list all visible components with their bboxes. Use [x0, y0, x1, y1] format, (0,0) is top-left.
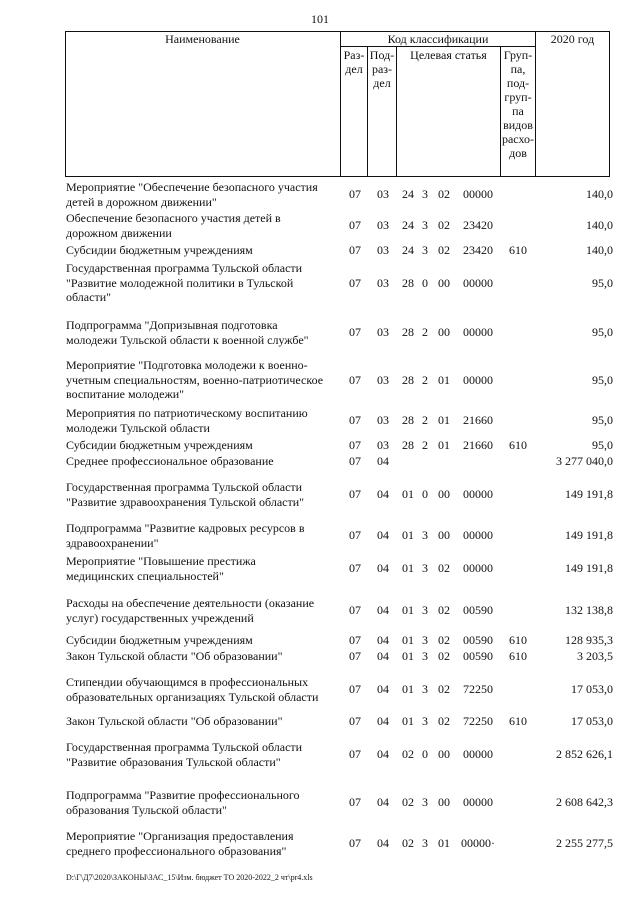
target-event-cell: 02 — [438, 561, 450, 575]
target-event-cell: 00 — [438, 747, 450, 761]
amount-cell: 149 191,8 — [565, 487, 613, 501]
target-program-cell: 24 — [402, 218, 414, 232]
row-name-line: Подпрограмма "Развитие кадровых ресурсов в — [66, 521, 305, 535]
row-name — [66, 261, 346, 305]
group-cell: 610 — [509, 714, 527, 728]
podrazdel-cell: 04 — [377, 795, 389, 809]
row-name-line: Обеспечение безопасного участия детей в — [66, 211, 281, 225]
target-event-cell: 02 — [438, 603, 450, 617]
target-direction-cell: 00000 — [463, 747, 493, 761]
podrazdel-cell: 04 — [377, 561, 389, 575]
razdel-cell: 07 — [349, 603, 361, 617]
target-direction-cell: 00000 — [463, 795, 493, 809]
row-name-line: Закон Тульской области "Об образовании" — [66, 714, 283, 728]
row-name — [66, 438, 346, 453]
razdel-cell: 07 — [349, 276, 361, 290]
razdel-cell: 07 — [349, 528, 361, 542]
target-subprogram-cell: 3 — [422, 633, 428, 647]
target-direction-cell: 23420 — [463, 218, 493, 232]
amount-cell: 95,0 — [592, 325, 613, 339]
row-name-line: образовательных организациях Тульской области — [66, 689, 319, 704]
podrazdel-cell: 04 — [377, 487, 389, 501]
target-subprogram-cell: 3 — [422, 528, 428, 542]
row-name — [66, 454, 346, 469]
group-cell: 610 — [509, 243, 527, 257]
row-name-line: Мероприятие "Обеспечение безопасного участия — [66, 180, 318, 194]
row-name — [66, 243, 346, 258]
header-group-line: видов — [503, 118, 533, 132]
target-subprogram-cell: 0 — [422, 276, 428, 290]
header-group-line: па, — [510, 62, 526, 76]
amount-cell: 140,0 — [586, 218, 613, 232]
razdel-cell: 07 — [349, 243, 361, 257]
header-name: Наименование — [165, 32, 240, 46]
row-name — [66, 675, 346, 704]
podrazdel-cell: 03 — [377, 413, 389, 427]
row-name-line: Мероприятие "Организация предоставления — [66, 829, 294, 843]
row-name-line: Субсидии бюджетным учреждениям — [66, 438, 253, 452]
razdel-cell: 07 — [349, 649, 361, 663]
row-name-line: Расходы на обеспечение деятельности (оказание — [66, 596, 315, 610]
target-direction-cell: 00000· — [461, 836, 495, 850]
header-group-line: дов — [509, 146, 527, 160]
header-group-line: расхо- — [501, 132, 535, 146]
target-event-cell: 01 — [438, 836, 450, 850]
target-program-cell: 02 — [402, 795, 414, 809]
header-razdel-line: дел — [345, 62, 363, 76]
podrazdel-cell: 04 — [377, 633, 389, 647]
row-name — [66, 211, 346, 240]
amount-cell: 17 053,0 — [571, 714, 613, 728]
amount-cell: 2 255 277,5 — [556, 836, 613, 850]
podrazdel-cell: 04 — [377, 714, 389, 728]
target-program-cell: 28 — [402, 373, 414, 387]
row-name-line: образования Тульской области" — [66, 802, 227, 817]
amount-cell: 2 608 642,3 — [556, 795, 613, 809]
target-program-cell: 01 — [402, 528, 414, 542]
razdel-cell: 07 — [349, 682, 361, 696]
amount-cell: 149 191,8 — [565, 561, 613, 575]
row-name-line: молодежи Тульской области — [66, 420, 210, 435]
razdel-cell: 07 — [349, 836, 361, 850]
target-subprogram-cell: 3 — [422, 649, 428, 663]
header-classification: Код классификации — [387, 32, 489, 46]
header-group-line: па — [512, 104, 524, 118]
row-name-line: Подпрограмма "Допризывная подготовка — [66, 318, 278, 332]
podrazdel-cell: 03 — [377, 276, 389, 290]
target-subprogram-cell: 3 — [422, 682, 428, 696]
row-name — [66, 649, 346, 664]
target-direction-cell: 21660 — [463, 438, 493, 452]
row-name-line: Субсидии бюджетным учреждениям — [66, 633, 253, 647]
row-name-line: Среднее профессиональное образование — [66, 454, 274, 468]
target-direction-cell: 00000 — [463, 561, 493, 575]
row-name — [66, 406, 346, 435]
target-program-cell: 01 — [402, 603, 414, 617]
target-program-cell: 24 — [402, 187, 414, 201]
podrazdel-cell: 04 — [377, 454, 389, 468]
amount-cell: 3 277 040,0 — [556, 454, 613, 468]
target-event-cell: 00 — [438, 487, 450, 501]
row-name — [66, 829, 346, 858]
amount-cell: 95,0 — [592, 438, 613, 452]
target-subprogram-cell: 3 — [422, 795, 428, 809]
podrazdel-cell: 04 — [377, 682, 389, 696]
target-subprogram-cell: 2 — [422, 325, 428, 339]
target-event-cell: 00 — [438, 528, 450, 542]
target-direction-cell: 72250 — [463, 714, 493, 728]
target-program-cell: 01 — [402, 649, 414, 663]
row-name-line: Государственная программа Тульской области — [66, 740, 303, 754]
row-name-line: учетным специальностям, военно-патриотическое — [66, 372, 324, 387]
amount-cell: 2 852 626,1 — [556, 747, 613, 761]
podrazdel-cell: 04 — [377, 747, 389, 761]
header-podrazdel-line: раз- — [371, 62, 393, 76]
target-event-cell: 01 — [438, 438, 450, 452]
row-name-line: среднего профессионального образования" — [66, 843, 287, 858]
razdel-cell: 07 — [349, 438, 361, 452]
target-subprogram-cell: 0 — [422, 487, 428, 501]
target-direction-cell: 00000 — [463, 187, 493, 201]
target-event-cell: 02 — [438, 649, 450, 663]
target-program-cell: 02 — [402, 836, 414, 850]
podrazdel-cell: 03 — [377, 438, 389, 452]
podrazdel-cell: 03 — [377, 325, 389, 339]
header-razdel-line: Раз- — [343, 48, 365, 62]
row-name-line: медицинских специальностей" — [66, 568, 224, 583]
row-name — [66, 596, 346, 625]
target-direction-cell: 00000 — [463, 325, 493, 339]
target-event-cell: 00 — [438, 276, 450, 290]
row-name-line: Мероприятия по патриотическому воспитанию — [66, 406, 308, 420]
target-program-cell: 24 — [402, 243, 414, 257]
target-subprogram-cell: 3 — [422, 603, 428, 617]
row-name — [66, 714, 346, 729]
target-event-cell: 02 — [438, 633, 450, 647]
target-direction-cell: 72250 — [463, 682, 493, 696]
podrazdel-cell: 04 — [377, 649, 389, 663]
amount-cell: 95,0 — [592, 373, 613, 387]
row-name-line: дорожном движении — [66, 225, 172, 240]
razdel-cell: 07 — [349, 187, 361, 201]
amount-cell: 17 053,0 — [571, 682, 613, 696]
page-number: 101 — [311, 12, 329, 26]
header-podrazdel-line: дел — [373, 76, 391, 90]
target-event-cell: 02 — [438, 243, 450, 257]
target-program-cell: 01 — [402, 682, 414, 696]
group-cell: 610 — [509, 438, 527, 452]
row-name-line: Подпрограмма "Развитие профессионального — [66, 788, 300, 802]
row-name-line: области" — [66, 290, 112, 304]
razdel-cell: 07 — [349, 487, 361, 501]
row-name — [66, 521, 346, 550]
target-program-cell: 01 — [402, 561, 414, 575]
target-event-cell: 02 — [438, 714, 450, 728]
target-direction-cell: 00000 — [463, 276, 493, 290]
amount-cell: 140,0 — [586, 187, 613, 201]
target-subprogram-cell: 3 — [422, 561, 428, 575]
row-name-line: "Развитие здравоохранения Тульской области" — [66, 494, 305, 509]
target-program-cell: 28 — [402, 413, 414, 427]
podrazdel-cell: 03 — [377, 243, 389, 257]
target-direction-cell: 23420 — [463, 243, 493, 257]
amount-cell: 128 935,3 — [565, 633, 613, 647]
target-direction-cell: 21660 — [463, 413, 493, 427]
row-name-line: Стипендии обучающимся в профессиональных — [66, 675, 309, 689]
target-subprogram-cell: 3 — [422, 714, 428, 728]
row-name-line: молодежи Тульской области к военной службе" — [66, 332, 309, 347]
row-name — [66, 554, 346, 583]
target-program-cell: 02 — [402, 747, 414, 761]
target-event-cell: 02 — [438, 682, 450, 696]
target-direction-cell: 00000 — [463, 487, 493, 501]
group-cell: 610 — [509, 633, 527, 647]
target-subprogram-cell: 3 — [422, 243, 428, 257]
target-event-cell: 01 — [438, 373, 450, 387]
row-name — [66, 318, 346, 347]
row-name-line: Субсидии бюджетным учреждениям — [66, 243, 253, 257]
target-event-cell: 00 — [438, 795, 450, 809]
target-subprogram-cell: 2 — [422, 438, 428, 452]
podrazdel-cell: 04 — [377, 528, 389, 542]
row-name — [66, 480, 346, 509]
podrazdel-cell: 04 — [377, 603, 389, 617]
target-subprogram-cell: 3 — [422, 836, 428, 850]
amount-cell: 149 191,8 — [565, 528, 613, 542]
target-direction-cell: 00000 — [463, 373, 493, 387]
amount-cell: 95,0 — [592, 413, 613, 427]
row-name — [66, 358, 346, 402]
amount-cell: 3 203,5 — [577, 649, 613, 663]
target-direction-cell: 00590 — [463, 633, 493, 647]
target-subprogram-cell: 3 — [422, 187, 428, 201]
target-program-cell: 01 — [402, 487, 414, 501]
header-group-line: груп- — [504, 90, 532, 104]
podrazdel-cell: 03 — [377, 187, 389, 201]
header-group-line: под- — [506, 76, 530, 90]
razdel-cell: 07 — [349, 561, 361, 575]
row-name-line: Мероприятие "Повышение престижа — [66, 554, 256, 568]
header-podrazdel-line: Под- — [369, 48, 395, 62]
row-name — [66, 740, 346, 769]
row-name-line: Государственная программа Тульской области — [66, 480, 303, 494]
row-name-line: детей в дорожном движении" — [66, 194, 217, 209]
file-path-footer: D:\Г\Д7\2020\ЗАКОНЫ\ЗАС_15\Изм. бюджет ТО 2020-2022_2 чт\pr4.xls — [66, 873, 313, 882]
row-name — [66, 633, 346, 648]
row-name-line: услуг) государственных учреждений — [66, 610, 254, 625]
target-event-cell: 02 — [438, 218, 450, 232]
target-event-cell: 02 — [438, 187, 450, 201]
target-program-cell: 01 — [402, 714, 414, 728]
row-name — [66, 788, 346, 817]
target-direction-cell: 00590 — [463, 603, 493, 617]
razdel-cell: 07 — [349, 795, 361, 809]
row-name-line: Государственная программа Тульской области — [66, 261, 303, 275]
row-name-line: Мероприятие "Подготовка молодежи к военно- — [66, 358, 308, 372]
razdel-cell: 07 — [349, 714, 361, 728]
target-program-cell: 28 — [402, 276, 414, 290]
razdel-cell: 07 — [349, 413, 361, 427]
target-program-cell: 28 — [402, 325, 414, 339]
amount-cell: 95,0 — [592, 276, 613, 290]
header-year: 2020 год — [550, 32, 595, 46]
razdel-cell: 07 — [349, 633, 361, 647]
group-cell: 610 — [509, 649, 527, 663]
razdel-cell: 07 — [349, 373, 361, 387]
row-name-line: здравоохранении" — [66, 535, 159, 550]
target-program-cell: 01 — [402, 633, 414, 647]
razdel-cell: 07 — [349, 747, 361, 761]
podrazdel-cell: 03 — [377, 218, 389, 232]
target-subprogram-cell: 0 — [422, 747, 428, 761]
header-group-line: Груп- — [503, 48, 533, 62]
target-direction-cell: 00000 — [463, 528, 493, 542]
target-program-cell: 28 — [402, 438, 414, 452]
amount-cell: 140,0 — [586, 243, 613, 257]
amount-cell: 132 138,8 — [565, 603, 613, 617]
razdel-cell: 07 — [349, 218, 361, 232]
target-event-cell: 01 — [438, 413, 450, 427]
row-name-line: воспитание молодежи" — [66, 387, 185, 401]
razdel-cell: 07 — [349, 454, 361, 468]
target-subprogram-cell: 2 — [422, 413, 428, 427]
target-subprogram-cell: 3 — [422, 218, 428, 232]
podrazdel-cell: 04 — [377, 836, 389, 850]
target-subprogram-cell: 2 — [422, 373, 428, 387]
header-target: Целевая статья — [410, 48, 487, 62]
row-name — [66, 180, 346, 209]
row-name-line: "Развитие образования Тульской области" — [66, 754, 281, 769]
podrazdel-cell: 03 — [377, 373, 389, 387]
row-name-line: Закон Тульской области "Об образовании" — [66, 649, 283, 663]
row-name-line: "Развитие молодежной политики в Тульской — [66, 275, 294, 290]
target-direction-cell: 00590 — [463, 649, 493, 663]
razdel-cell: 07 — [349, 325, 361, 339]
target-event-cell: 00 — [438, 325, 450, 339]
